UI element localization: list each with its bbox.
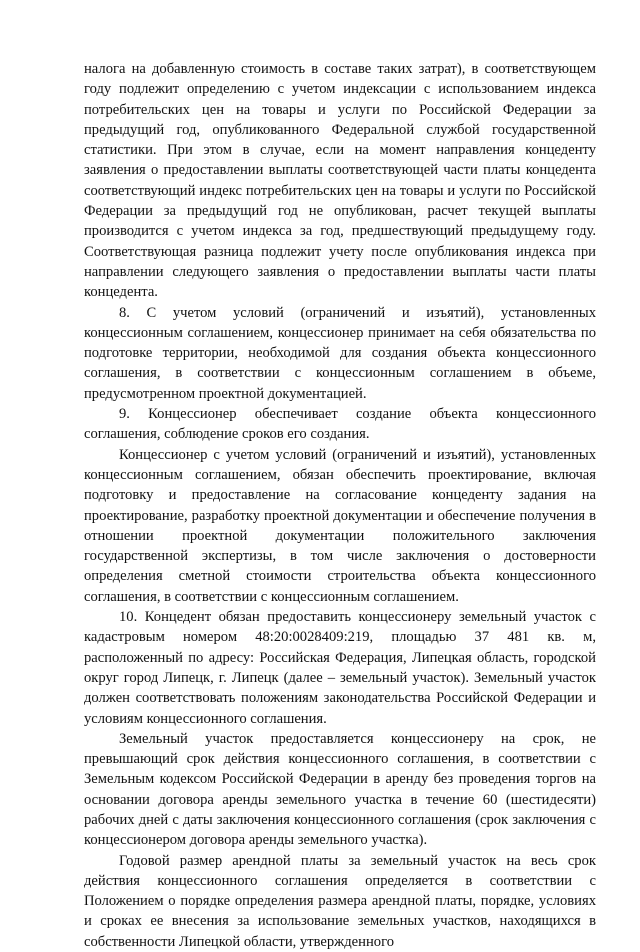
paragraph-item-10: 10. Концедент обязан предоставить концессионеру земельный участок с кадастровым номером 48:20:0028409:219, площадью 37 481 кв. м, расположенный по адресу: Российская Федерация, Липецкая область, городской округ город Липецк, г. Липецк (далее – земельный участок). Земельный участок должен соответствовать положениям законодательства Российской Федерации и условиям концессионного соглашения. xyxy=(84,609,596,727)
paragraph-item-8: 8. С учетом условий (ограничений и изъятий), установленных концессионным соглашением, концессионер принимает на себя обязательства по подготовке территории, необходимой для создания объекта концессионного соглашения, в соответствии с концессионным соглашением в объеме, предусмотренном проектной документацией. xyxy=(84,304,596,402)
paragraph-item-9: 9. Концессионер обеспечивает создание объекта концессионного соглашения, соблюдение сроков его создания. xyxy=(84,406,596,443)
paragraph-design-obligations: Концессионер с учетом условий (ограничений и изъятий), установленных концессионным соглашением, обязан обеспечить проектирование, включая подготовку и предоставление на согласование концеденту задания на проектирование, разработку проектной документации и обеспечение получения в отношении проектной документации положительного заключения государственной экспертизы, в том числе заключения о достоверности определения сметной стоимости строительства объекта концессионного соглашения, в соответствии с концессионным соглашением. xyxy=(84,446,596,605)
paragraph-annual-rent: Годовой размер арендной платы за земельный участок на весь срок действия концессионного соглашения определяется в соответствии с Положением о порядке определения размера арендной платы, порядке, условиях и сроках ее внесения за использование земельных участков, находящихся в собственности Липецкой области, утвержденного xyxy=(84,852,596,950)
paragraph-tax-indexation: налога на добавленную стоимость в составе таких затрат), в соответствующем году подлежит определению с учетом индексации с использованием индекса потребительских цен на товары и услуги по Российской Федерации за предыдущий год, опубликованного Федеральной службой государственной статистики. При этом в случае, если на момент направления концеденту заявления о предоставлении выплаты соответствующей части платы концедента соответствующий индекс потребительских цен на товары и услуги по Российской Федерации за предыдущий год не опубликован, расчет текущей выплаты производится с учетом индекса за год, предшествующий предыдущему году. Соответствующая разница подлежит учету после опубликования индекса при направлении следующего заявления о предоставлении выплаты части платы концедента. xyxy=(84,61,596,301)
paragraph-land-lease-term: Земельный участок предоставляется концессионеру на срок, не превышающий срок действия концессионного соглашения, в соответствии с Земельным кодексом Российской Федерации в аренду без проведения торгов на основании договора аренды земельного участка в течение 60 (шестидесяти) рабочих дней с даты заключения концессионного соглашения (срок заключения с концессионером договора аренды земельного участка). xyxy=(84,730,596,849)
document-body xyxy=(84,59,596,952)
